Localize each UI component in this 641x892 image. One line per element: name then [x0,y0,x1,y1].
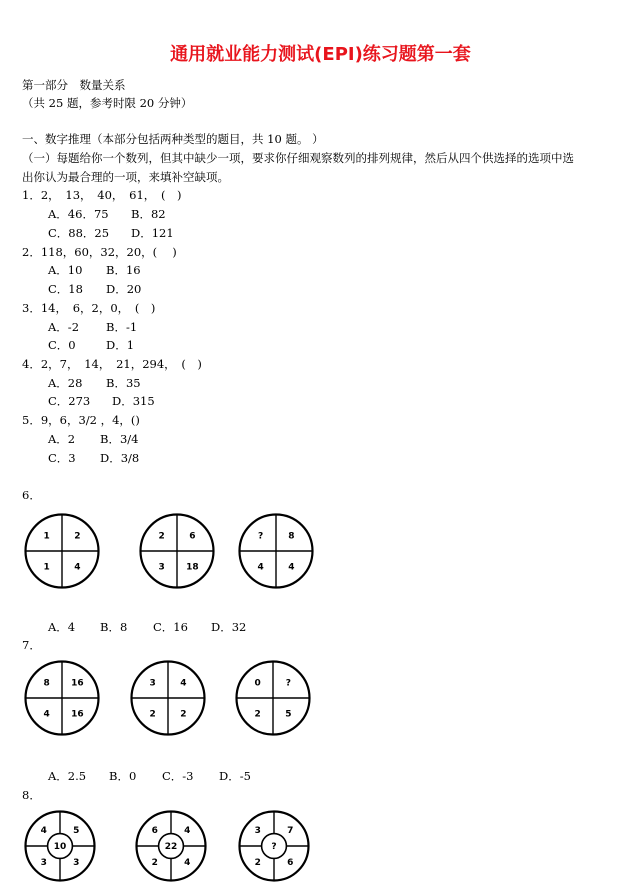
question-5-option-d: D．3/8 [100,451,140,465]
question-2-option-a: A．10 [48,263,83,277]
question-5-option-a: A．2 [48,432,76,446]
q6-circle-2-bottom-right-value: 18 [186,562,199,573]
question-7-option-a: A．2.5 [48,769,87,783]
q6-circle-3-bottom-right-value: 4 [288,562,295,573]
q6-circle-2-top-left-value: 2 [158,531,165,542]
question-6-option-c: C．16 [153,620,188,634]
instruction-line-1: （一）每题给你一个数列，但其中缺少一项，要求你仔细观察数列的排列规律，然后从四个供选择的选项中选 [22,151,574,165]
question-7-circle-3 [235,660,311,736]
q7-circle-2-bottom-right-value: 2 [180,709,187,720]
question-6-circle-2 [139,513,215,589]
q7-circle-1-top-right-value: 16 [71,678,84,689]
q8-circle-3-bottom-right-value: 6 [287,858,294,869]
question-1-option-d: D．121 [131,226,174,240]
q7-circle-3-top-right-value: ? [285,678,291,689]
question-6-option-a: A．4 [48,620,76,634]
q7-circle-2-top-left-value: 3 [149,678,156,689]
q7-circle-2-top-right-value: 4 [180,678,187,689]
q8-circle-1-bottom-right-value: 3 [73,858,80,869]
q8-circle-1-center-value: 10 [53,842,67,852]
question-8-circle-1 [24,810,96,882]
question-6-option-d: D．32 [211,620,247,634]
question-2-stem: 2．118，60，32，20，( ) [22,245,177,259]
question-6-label: 6． [22,488,41,502]
q7-circle-1-bottom-left-value: 4 [43,709,50,720]
question-3-stem: 3．14， 6，2，0， ( ) [22,301,156,315]
q7-circle-1-bottom-right-value: 16 [71,709,84,720]
q6-circle-2-bottom-left-value: 3 [158,562,165,573]
question-6-circle-3 [238,513,314,589]
question-3-option-b: B．-1 [106,320,138,334]
q6-circle-1-top-left-value: 1 [43,531,50,542]
q6-circle-3-top-right-value: 8 [288,531,295,542]
q7-circle-3-bottom-right-value: 5 [285,709,292,720]
q8-circle-3-top-right-value: 7 [287,825,294,836]
time-note: （共 25 题，参考时限 20 分钟） [22,96,193,110]
question-5-stem: 5．9，6，3/2 ，4，() [22,413,140,427]
q6-circle-2-top-right-value: 6 [189,531,196,542]
q8-circle-2-top-left-value: 6 [151,825,158,836]
q6-circle-3-bottom-left-value: 4 [257,562,264,573]
q8-circle-3-center-value: ? [271,842,277,852]
question-2-option-b: B．16 [106,263,141,277]
question-7-option-c: C．-3 [162,769,194,783]
question-4-option-d: D．315 [112,394,155,408]
q8-circle-3-bottom-left-value: 2 [254,858,261,869]
question-8-circle-3 [238,810,310,882]
question-4-stem: 4．2，7， 14， 21，294， ( ) [22,357,202,371]
q6-circle-1-bottom-left-value: 1 [43,562,50,573]
q8-circle-1-bottom-left-value: 3 [40,858,47,869]
question-5-option-c: C．3 [48,451,76,465]
page-title: 通用就业能力测试(EPI)练习题第一套 [170,44,471,65]
question-5-option-b: B．3/4 [100,432,139,446]
q7-circle-3-top-left-value: 0 [254,678,261,689]
question-6-circle-1 [24,513,100,589]
part-heading: 第一部分 数量关系 [22,78,126,92]
q8-circle-3-top-left-value: 3 [254,825,261,836]
question-1-stem: 1．2， 13， 40， 61， ( ) [22,188,182,202]
q8-circle-1-top-right-value: 5 [73,825,80,836]
section-heading: 一、数字推理（本部分包括两种类型的题目，共 10 题。 ） [22,132,324,146]
question-2-option-d: D．20 [106,282,142,296]
question-3-option-a: A．-2 [48,320,80,334]
q8-circle-2-bottom-right-value: 4 [184,858,191,869]
question-8-circle-2 [135,810,207,882]
question-7-option-b: B．0 [109,769,137,783]
question-1-option-a: A．46．75 [48,207,109,221]
question-7-circle-1 [24,660,100,736]
question-4-option-a: A．28 [48,376,83,390]
question-3-option-d: D．1 [106,338,135,352]
q6-circle-3-top-left-value: ? [258,531,264,542]
q8-circle-1-top-left-value: 4 [40,825,47,836]
q6-circle-1-top-right-value: 2 [74,531,81,542]
question-1-option-c: C．88．25 [48,226,110,240]
instruction-line-2: 出你认为最合理的一项，来填补空缺项。 [22,170,229,184]
q7-circle-3-bottom-left-value: 2 [254,709,261,720]
question-2-option-c: C．18 [48,282,83,296]
question-8-label: 8． [22,788,41,802]
question-6-option-b: B．8 [100,620,128,634]
question-7-circle-2 [130,660,206,736]
question-7-label: 7． [22,638,41,652]
question-4-option-c: C．273 [48,394,91,408]
q7-circle-2-bottom-left-value: 2 [149,709,156,720]
q8-circle-2-center-value: 22 [164,842,178,852]
q6-circle-1-bottom-right-value: 4 [74,562,81,573]
q7-circle-1-top-left-value: 8 [43,678,50,689]
question-3-option-c: C．0 [48,338,76,352]
question-7-option-d: D．-5 [219,769,251,783]
question-1-option-b: B．82 [131,207,166,221]
question-4-option-b: B．35 [106,376,141,390]
q8-circle-2-bottom-left-value: 2 [151,858,158,869]
q8-circle-2-top-right-value: 4 [184,825,191,836]
